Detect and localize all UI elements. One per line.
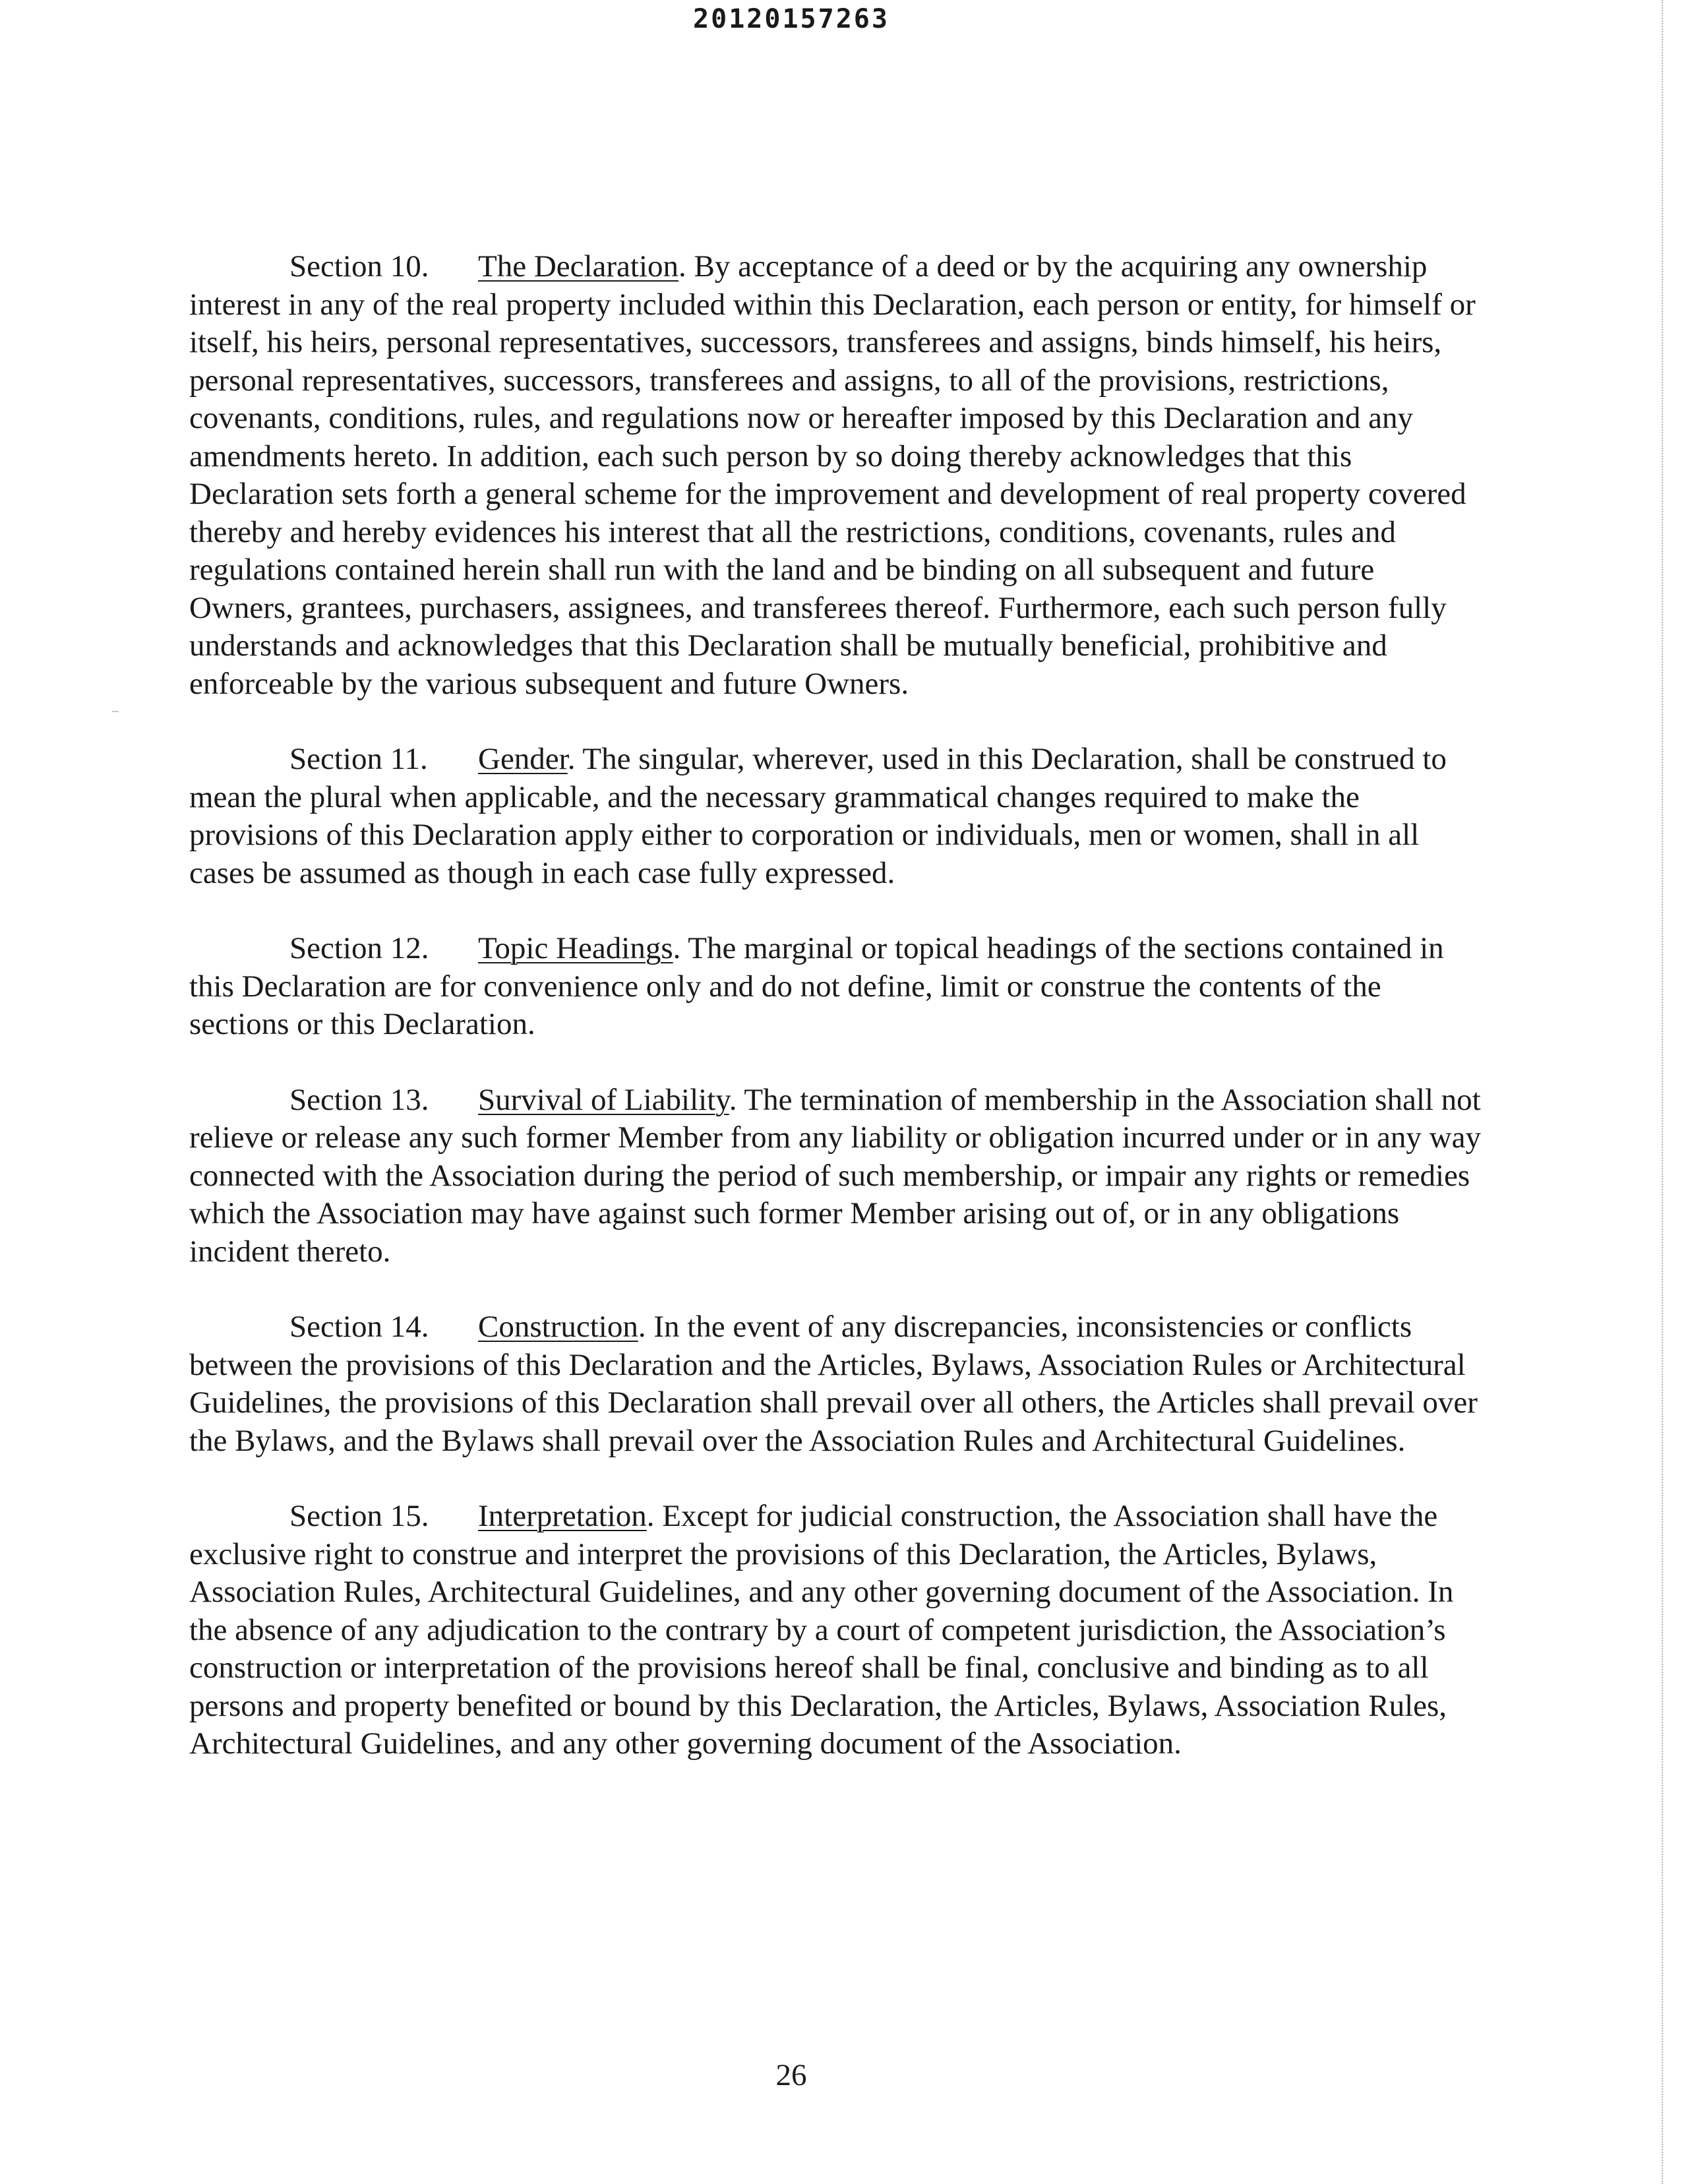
- section-label: Section 12.: [289, 931, 429, 965]
- document-body: [189, 248, 1482, 1763]
- section-heading: Topic Headings: [478, 931, 673, 965]
- scan-artifact-mark: [112, 711, 119, 712]
- section-10: [189, 248, 1482, 703]
- section-body: . Except for judicial construction, the Association shall have the exclusive right to construe and interpret the provisions of this Declaration, the Articles, Bylaws, Association Rules, Architectural Guidelines, and any other governing document of the Association. In the absence of any adjudication to the contrary by a court of competent jurisdiction, the Association’s construction or interpretation of the provisions hereof shall be final, conclusive and binding as to all persons and property benefited or bound by this Declaration, the Articles, Bylaws, Association Rules, Architectural Guidelines, and any other governing document of the Association.: [189, 1499, 1454, 1761]
- page-number: 26: [775, 2058, 807, 2092]
- section-heading: Gender: [478, 742, 568, 776]
- section-15: [189, 1498, 1482, 1763]
- document-number: 20120157263: [693, 4, 889, 34]
- section-heading: Survival of Liability: [478, 1082, 729, 1117]
- section-12: [189, 930, 1482, 1044]
- section-14: [189, 1308, 1482, 1460]
- section-label: Section 15.: [289, 1499, 429, 1533]
- section-13: [189, 1081, 1482, 1271]
- page-edge-rule: [1662, 0, 1663, 2184]
- section-body: . By acceptance of a deed or by the acquiring any ownership interest in any of the real property included within this Declaration, each person or entity, for himself or itself, his heirs, personal representatives, successors, transferees and assigns, binds himself, his heirs, personal representatives, successors, transferees and assigns, to all of the provisions, restrictions, covenants, conditions, rules, and regulations now or hereafter imposed by this Declaration and any amendments hereto. In addition, each such person by so doing thereby acknowledges that this Declaration sets forth a general scheme for the improvement and development of real property covered thereby and hereby evidences his interest that all the restrictions, conditions, covenants, rules and regulations contained herein shall run with the land and be binding on all subsequent and future Owners, grantees, purchasers, assignees, and transferees thereof. Furthermore, each such person fully understands and acknowledges that this Declaration shall be mutually beneficial, prohibitive and enforceable by the various subsequent and future Owners.: [189, 249, 1476, 701]
- section-body: . In the event of any discrepancies, inconsistencies or conflicts between the provisions of this Declaration and the Articles, Bylaws, Association Rules or Architectural Guidelines, the provisions of this Declaration shall prevail over all others, the Articles shall prevail over the Bylaws, and the Bylaws shall prevail over the Association Rules and Architectural Guidelines.: [189, 1310, 1478, 1458]
- section-body: . The marginal or topical headings of the sections contained in this Declaration are for convenience only and do not define, limit or construe the contents of the sections or this Declaration.: [189, 931, 1444, 1041]
- section-heading: Construction: [478, 1310, 638, 1344]
- section-label: Section 11.: [289, 742, 428, 776]
- section-heading: Interpretation: [478, 1499, 647, 1533]
- section-label: Section 13.: [289, 1082, 429, 1117]
- section-label: Section 14.: [289, 1310, 429, 1344]
- section-label: Section 10.: [289, 249, 429, 284]
- section-11: [189, 741, 1482, 892]
- section-body: . The termination of membership in the Association shall not relieve or release any such former Member from any liability or obligation incurred under or in any way connected with the Association during the period of such membership, or impair any rights or remedies which the Association may have against such former Member arising out of, or in any obligations incident thereto.: [189, 1082, 1481, 1269]
- section-heading: The Declaration: [478, 249, 679, 284]
- section-body: . The singular, wherever, used in this Declaration, shall be construed to mean the plural when applicable, and the necessary grammatical changes required to make the provisions of this Declaration apply either to corporation or individuals, men or women, shall in all cases be assumed as though in each case fully expressed.: [189, 742, 1447, 890]
